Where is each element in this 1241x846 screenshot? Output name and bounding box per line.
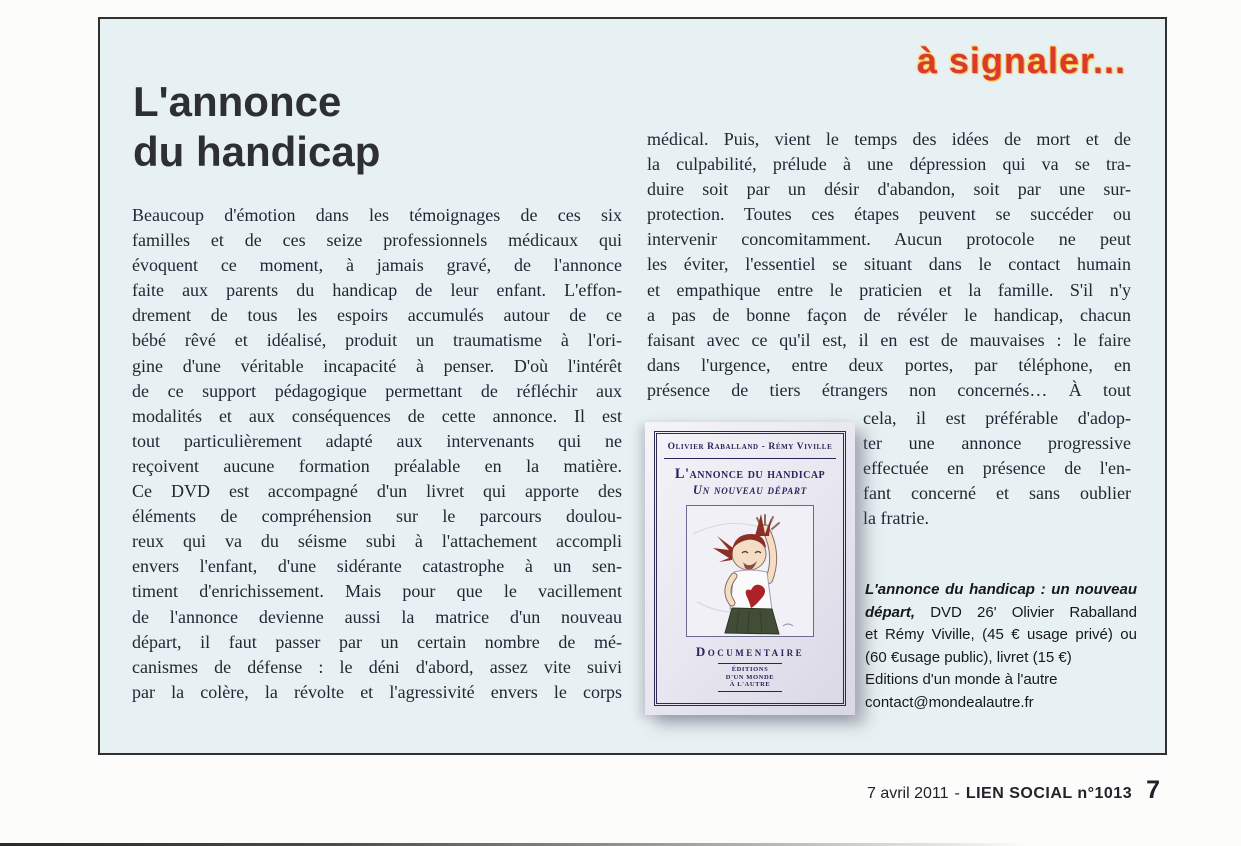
text-line: la culpabilité, prélude à une dépression qui va se tra- — [647, 154, 1131, 175]
text-line: par la colère, la révolte et l'agressivité envers le corps — [132, 681, 622, 702]
caption-line — [865, 692, 1137, 715]
text-line: familles et de ces seize professionnels médicaux qui — [132, 230, 622, 251]
publisher-logo-line-1: ÉDITIONS — [731, 666, 769, 673]
page-title-line-1: L'annonce — [133, 78, 342, 125]
text-line: Ce DVD est accompagné d'un livret qui apporte des — [132, 481, 622, 502]
page-title — [133, 77, 380, 177]
dvd-caption — [865, 579, 1137, 715]
text-line: a pas de bonne façon de révéler le handicap, chacun — [647, 304, 1131, 325]
caption-line — [865, 602, 1137, 625]
text-line: médical. Puis, vient le temps des idées de mort et de — [647, 129, 1131, 149]
dvd-cover-title: L'annonce du handicap — [674, 466, 826, 482]
dvd-cover-frame — [654, 431, 846, 706]
footer-separator: - — [954, 785, 960, 802]
text-line: de ce support pédagogique permettant de réfléchir aux — [132, 380, 622, 401]
text-line: présence de tiers étrangers non concernés… À tout — [647, 379, 1131, 400]
text-line: cela, il est préférable d'adop- — [863, 408, 1131, 428]
text-line: dans l'urgence, entre deux portes, par téléphone, en — [647, 354, 1131, 375]
text-line: de l'annonce devienne aussi la matrice d'un nouveau — [132, 606, 622, 627]
caption-title-segment: départ, — [865, 603, 931, 621]
text-line: protection. Toutes ces étapes peuvent se succéder ou — [647, 204, 1131, 225]
text-line: faisant avec ce qu'il est, il en est de mauvaises : le faire — [647, 329, 1131, 350]
text-line: départ, il faut passer par un certain nombre de mé- — [132, 631, 622, 652]
caption-text-segment: contact@mondealautre.fr — [865, 693, 1034, 711]
text-line: envers l'enfant, d'une sidérante catastrophe à un sen- — [132, 556, 622, 577]
section-badge: à signaler... — [916, 40, 1126, 81]
text-line: effectuée en présence de l'en- — [863, 458, 1131, 479]
text-line: reux qui va du séisme subi à l'attachement accompli — [132, 531, 622, 552]
publisher-logo-line-3: À L'AUTRE — [729, 681, 771, 688]
article-wrap-text — [863, 406, 1131, 531]
caption-line — [865, 579, 1137, 602]
text-line: et empathique entre le praticien et la famille. S'il n'y — [647, 279, 1131, 300]
text-line: reçoivent aucune formation préalable en la matière. — [132, 455, 622, 476]
page-number: 7 — [1146, 776, 1160, 804]
text-line: gine d'une véritable incapacité à penser. D'où l'intérêt — [132, 355, 622, 376]
text-line: intervenir concomitamment. Aucun protocole ne peut — [647, 229, 1131, 250]
caption-text-segment: Editions d'un monde à l'autre — [865, 671, 1058, 689]
text-line: ter une annonce progressive — [863, 433, 1131, 454]
publisher-logo-line-2: D'UN MONDE — [725, 673, 775, 681]
dvd-cover-subtitle: Un nouveau départ — [692, 483, 808, 497]
caption-text-segment: DVD 26' Olivier Raballand — [930, 603, 1137, 621]
page-footer — [867, 778, 1160, 804]
publisher-logo — [718, 663, 782, 692]
article-left-column — [132, 203, 622, 705]
caption-line — [865, 647, 1137, 670]
text-line: timent d'enrichissement. Mais pour que le vacillement — [132, 581, 622, 602]
text-line: drement de tous les espoirs accumulés autour de ce — [132, 305, 622, 326]
text-line: modalités et aux conséquences de cette annonce. Il est — [132, 405, 622, 426]
text-line: faite aux parents du handicap de leur enfant. L'effon- — [132, 280, 622, 301]
caption-text-segment: et Rémy Viville, (45 € usage privé) ou — [865, 626, 1137, 644]
text-line: bébé rêvé et idéalisé, produit un traumatisme à l'ori- — [132, 330, 622, 351]
caption-text-segment: (60 €usage public), livret (15 €) — [865, 648, 1072, 666]
caption-title-segment: L'annonce du handicap : un nouveau — [865, 581, 1137, 598]
text-line: tout particulièrement adapté aux intervenants qui ne — [132, 430, 622, 451]
dvd-cover-genre: Documentaire — [695, 644, 805, 659]
text-line: éléments de compréhension sur le parcours doulou- — [132, 506, 622, 527]
footer-magazine: LIEN SOCIAL n°1013 — [965, 785, 1133, 802]
text-line: les éviter, l'essentiel se situant dans le contact humain — [647, 254, 1131, 275]
text-line: la fratrie. — [863, 508, 929, 529]
text-line: fant concerné et sans oublier — [863, 483, 1131, 504]
girl-illustration — [686, 505, 814, 637]
dvd-cover — [645, 422, 855, 715]
dvd-cover-authors: Olivier Raballand - Rémy Viville — [664, 441, 836, 459]
caption-line — [865, 624, 1137, 647]
caption-line — [865, 669, 1137, 692]
text-line: canismes de défense : le déni d'abord, assez vite suivi — [132, 656, 622, 677]
article-panel — [98, 17, 1167, 755]
article-right-column — [647, 127, 1131, 403]
footer-date: 7 avril 2011 — [866, 785, 949, 802]
text-line: évoquent ce moment, à jamais gravé, de l'annonce — [132, 255, 622, 276]
text-line: Beaucoup d'émotion dans les témoignages de ces six — [132, 205, 622, 225]
text-line: duire soit par un désir d'abandon, soit par une sur- — [647, 179, 1131, 200]
page-title-line-2: du handicap — [133, 128, 381, 175]
